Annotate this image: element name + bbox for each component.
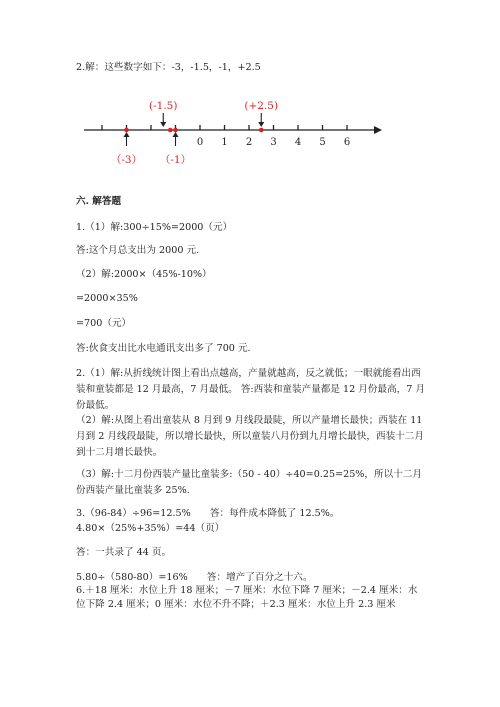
tick-label-6: 6 <box>343 137 351 148</box>
point-marker <box>168 128 173 133</box>
point-marker <box>259 128 264 133</box>
q3-solution: 3.（96-84）÷96=12.5% 答：每件成本降低了 12.5%。 <box>76 508 340 519</box>
tick-label-5: 5 <box>319 137 326 148</box>
q5-solution: 5.80÷（580-80）=16% 答：增产了百分之十六。 <box>76 572 313 583</box>
below-mark-label: （-1） <box>159 154 192 166</box>
q4-answer: 答：一共录了 44 页。 <box>76 547 172 558</box>
tick-label-2: 2 <box>245 137 253 148</box>
down-arrow-head-icon <box>258 122 264 127</box>
tick-label-3: 3 <box>270 137 277 148</box>
q2-part2-paragraph: （2）解:从图上看出童装从 8 月到 9 月线段最陡，所以产量增长最快；西装在 11 月到 2 月线段最陡，所以增长最快，所以童装八月份到九月增长最快，西装十二月到十二月增长最快。 <box>76 415 424 458</box>
axis-arrow-icon <box>374 126 382 134</box>
point-marker <box>124 128 129 133</box>
q2-part3-paragraph: （3）解:十二月份西装产量比童装多:（50 - 40）÷40=0.25=25%，所以十二月份西装产量比童装多 25%. <box>76 469 422 496</box>
tick-label-0: 0 <box>196 137 204 148</box>
q1-part2-solution: （2）解:2000×（45%-10%） <box>76 269 212 280</box>
tick-label-4: 4 <box>294 137 302 148</box>
q1-part2-answer: 答:伙食支出比水电通讯支出多了 700 元. <box>76 343 251 354</box>
q4-solution: 4.80×（25%+35%）=44（页） <box>76 523 225 534</box>
point-marker <box>173 128 178 133</box>
tick-label-1: 1 <box>221 137 228 148</box>
number-line-diagram <box>80 92 390 172</box>
up-arrow-head-icon <box>124 132 130 137</box>
above-mark-label: (-1.5) <box>149 100 178 112</box>
q6-paragraph: 6.＋18 厘米：水位上升 18 厘米；－7 厘米：水位下降 7 厘米；－2.4 厘米：水位下降 2.4 厘米；0 厘米：水位不升不降；＋2.3 厘米：水位上升 2.3 厘米 <box>76 585 418 610</box>
q1-part2-step1: =2000×35% <box>76 293 138 304</box>
q1-part1-answer: 答:这个月总支出为 2000 元. <box>76 245 200 256</box>
q1-part1-solution: 1.（1）解:300÷15%=2000（元） <box>76 222 233 233</box>
section-title: 六. 解答题 <box>76 196 122 207</box>
q1-part2-step2: =700（元） <box>76 318 132 329</box>
q2-part1-paragraph: 2.（1）解:从折线统计图上看出点越高，产量就越高，反之就低；一眼就能看出西装和童装都是 12 月最高，7 月最低。 答:西装和童装产量都是 12 月份最高，7 月份最低。 <box>76 368 426 411</box>
below-mark-label: （-3） <box>110 154 143 166</box>
q2-answer-header: 2.解：这些数字如下：-3，-1.5，-1，+2.5 <box>76 62 261 73</box>
above-mark-label: (+2.5) <box>244 100 279 112</box>
up-arrow-head-icon <box>173 132 179 137</box>
down-arrow-head-icon <box>160 122 166 127</box>
